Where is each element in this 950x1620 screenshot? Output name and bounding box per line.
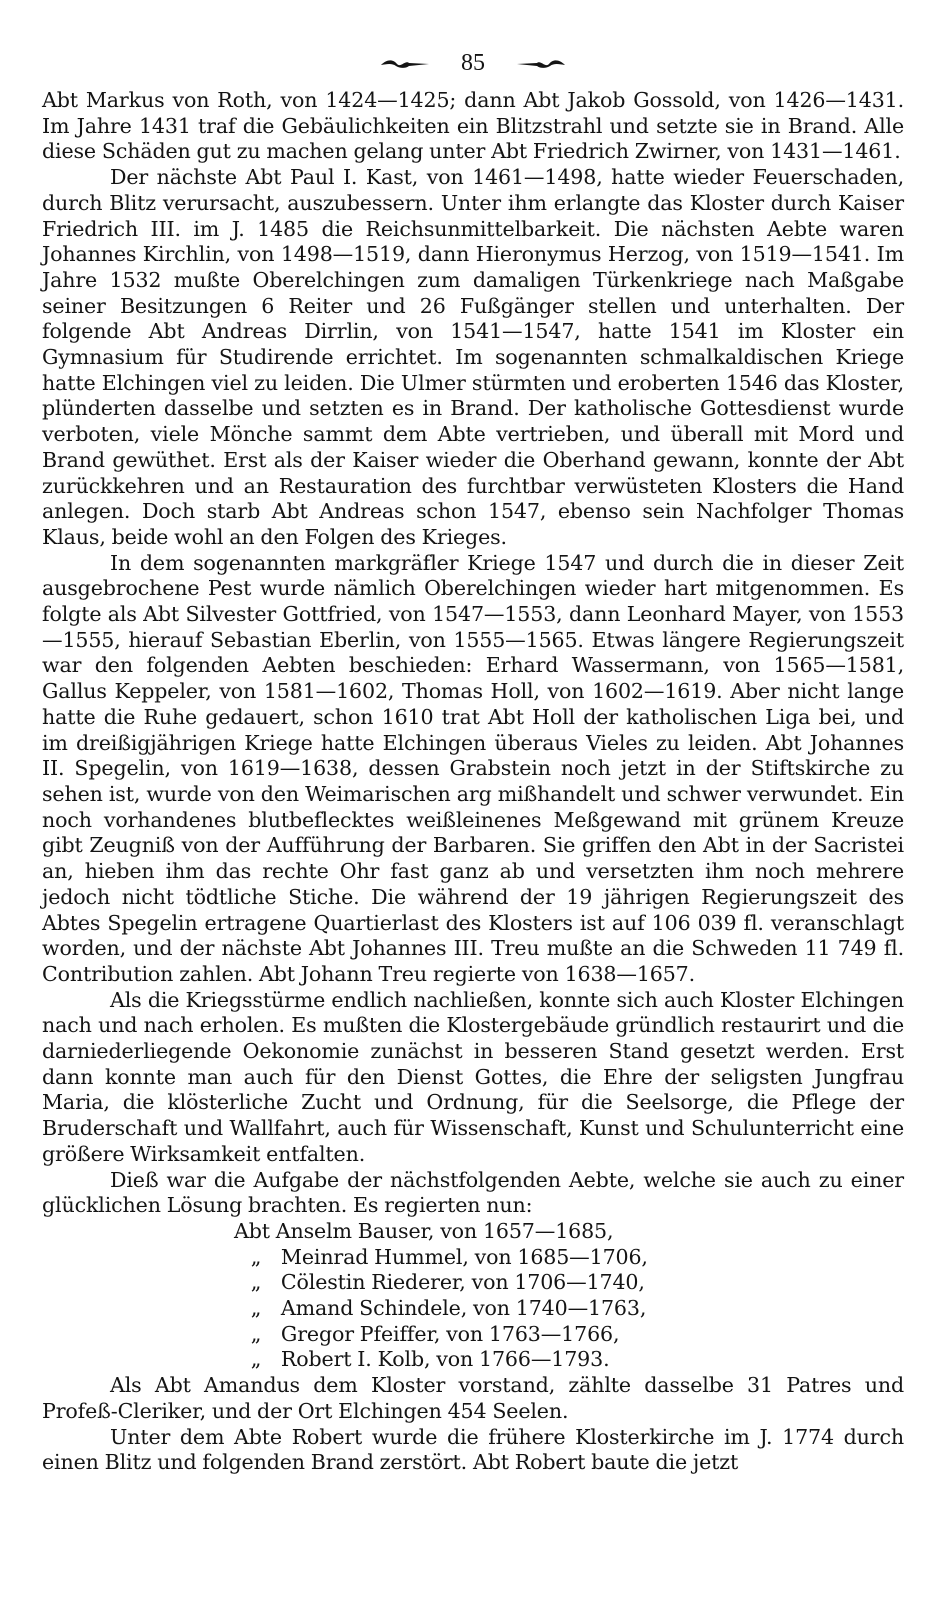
list-item	[42, 1219, 904, 1245]
ditto-mark: „	[250, 1296, 262, 1321]
ditto-mark: „	[250, 1244, 262, 1269]
main-text	[42, 88, 904, 1476]
paragraph-5: Dieß war die Aufgabe der nächstfolgenden Aebte, welche sie auch zu einer glücklichen Lösung brachten. Es regierten nun:	[42, 1167, 904, 1218]
ditto-mark: „	[250, 1270, 262, 1295]
list-item	[42, 1322, 904, 1348]
paragraph-7: Unter dem Abte Robert wurde die frühere Klosterkirche im J. 1774 durch einen Blitz und folgenden Brand zerstört. Abt Robert baute die jetzt	[42, 1424, 904, 1475]
flourish-left-icon	[379, 56, 431, 70]
paragraph-3: In dem sogenannten markgräfler Kriege 1547 und durch die in dieser Zeit ausgebrochene Pest wurde nämlich Oberelchingen wieder hart mitgenommen. Es folgte als Abt Silvester Gottfried, von 1547—1553, dann Leonhard Mayer, von 1553—1555, hierauf Sebastian Eberlin, von 1555—1565. Etwas längere Regierungszeit war den folgenden Aebten beschieden: Erhard Wassermann, von 1565—1581, Gallus Keppeler, von 1581—1602, Thomas Holl, von 1602—1619. Aber nicht lange hatte die Ruhe gedauert, schon 1610 trat Abt Holl der katholischen Liga bei, und im dreißigjährigen Kriege hatte Elchingen überaus Vieles zu leiden. Abt Johannes II. Spegelin, von 1619—1638, dessen Grabstein noch jetzt in der Stiftskirche zu sehen ist, wurde von den Weimarischen arg mißhandelt und schwer verwundet. Ein noch vorhandenes blutbeflecktes weißleinenes Meßgewand mit grünem Kreuze gibt Zeugniß von der Aufführung der Barbaren. Sie griffen den Abt in der Sacristei an, hieben ihm das rechte Ohr fast ganz ab und versetzten ihm noch mehrere jedoch nicht tödtliche Stiche. Die während der 19 jährigen Regierungszeit des Abtes Spegelin ertragene Quartierlast des Klosters ist auf 106 039 fl. veranschlagt worden, und der nächste Abt Johannes III. Treu mußte an die Schweden 11 749 fl. Contribution zahlen. Abt Johann Treu regierte von 1638—1657.	[42, 550, 904, 986]
paragraph-4: Als die Kriegsstürme endlich nachließen, konnte sich auch Kloster Elchingen nach und nach erholen. Es mußten die Klostergebäude gründlich restaurirt und die darniederliegende Oekonomie zunächst in besseren Stand gesetzt werden. Erst dann konnte man auch für den Dienst Gottes, die Ehre der seligsten Jungfrau Maria, die klösterliche Zucht und Ordnung, für die Seelsorge, die Pflege der Bruderschaft und Wallfahrt, auch für Wissenschaft, Kunst und Schulunterricht eine größere Wirksamkeit entfalten.	[42, 987, 904, 1166]
abbot-list	[42, 1219, 904, 1373]
abbot-entry: Cölestin Riederer, von 1706—1740,	[280, 1270, 645, 1295]
abbot-entry: Meinrad Hummel, von 1685—1706,	[280, 1244, 648, 1269]
list-item	[42, 1245, 904, 1271]
abbot-entry: Amand Schindele, von 1740—1763,	[280, 1296, 647, 1321]
abbot-entry: Anselm Bauser, von 1657—1685,	[275, 1218, 614, 1243]
page-header	[42, 38, 904, 88]
abbot-prefix: Abt	[234, 1218, 270, 1243]
list-item	[42, 1296, 904, 1322]
list-item	[42, 1347, 904, 1373]
ditto-mark: „	[250, 1347, 262, 1372]
paragraph-1: Abt Markus von Roth, von 1424—1425; dann Abt Jakob Gossold, von 1426—1431. Im Jahre 1431 traf die Gebäulichkeiten ein Blitzstrahl und setzte sie in Brand. Alle diese Schäden gut zu machen gelang unter Abt Friedrich Zwirner, von 1431—1461.	[42, 88, 904, 164]
abbot-entry: Robert I. Kolb, von 1766—1793.	[280, 1347, 610, 1372]
flourish-right-icon	[515, 56, 567, 70]
paragraph-6: Als Abt Amandus dem Kloster vorstand, zählte dasselbe 31 Patres und Profeß-Cleriker, und der Ort Elchingen 454 Seelen.	[42, 1373, 904, 1423]
page-number: 85	[461, 49, 485, 76]
abbot-entry: Gregor Pfeiffer, von 1763—1766,	[280, 1321, 620, 1346]
ditto-mark: „	[250, 1321, 262, 1346]
paragraph-2: Der nächste Abt Paul I. Kast, von 1461—1498, hatte wieder Feuerschaden, durch Blitz verursacht, auszubessern. Unter ihm erlangte das Kloster durch Kaiser Friedrich III. im J. 1485 die Reichsunmittelbarkeit. Die nächsten Aebte waren Johannes Kirchlin, von 1498—1519, dann Hieronymus Herzog, von 1519—1541. Im Jahre 1532 mußte Oberelchingen zum damaligen Türkenkriege nach Maßgabe seiner Besitzungen 6 Reiter und 26 Fußgänger stellen und unterhalten. Der folgende Abt Andreas Dirrlin, von 1541—1547, hatte 1541 im Kloster ein Gymnasium für Studirende errichtet. Im sogenannten schmalkaldischen Kriege hatte Elchingen viel zu leiden. Die Ulmer stürmten und eroberten 1546 das Kloster, plünderten dasselbe und setzten es in Brand. Der katholische Gottesdienst wurde verboten, viele Mönche sammt dem Abte vertrieben, und überall mit Mord und Brand gewüthet. Erst als der Kaiser wieder die Oberhand gewann, konnte der Abt zurückkehren und an Restauration des furchtbar verwüsteten Klosters die Hand anlegen. Doch starb Abt Andreas schon 1547, ebenso sein Nachfolger Thomas Klaus, beide wohl an den Folgen des Krieges.	[42, 165, 904, 549]
list-item	[42, 1270, 904, 1296]
